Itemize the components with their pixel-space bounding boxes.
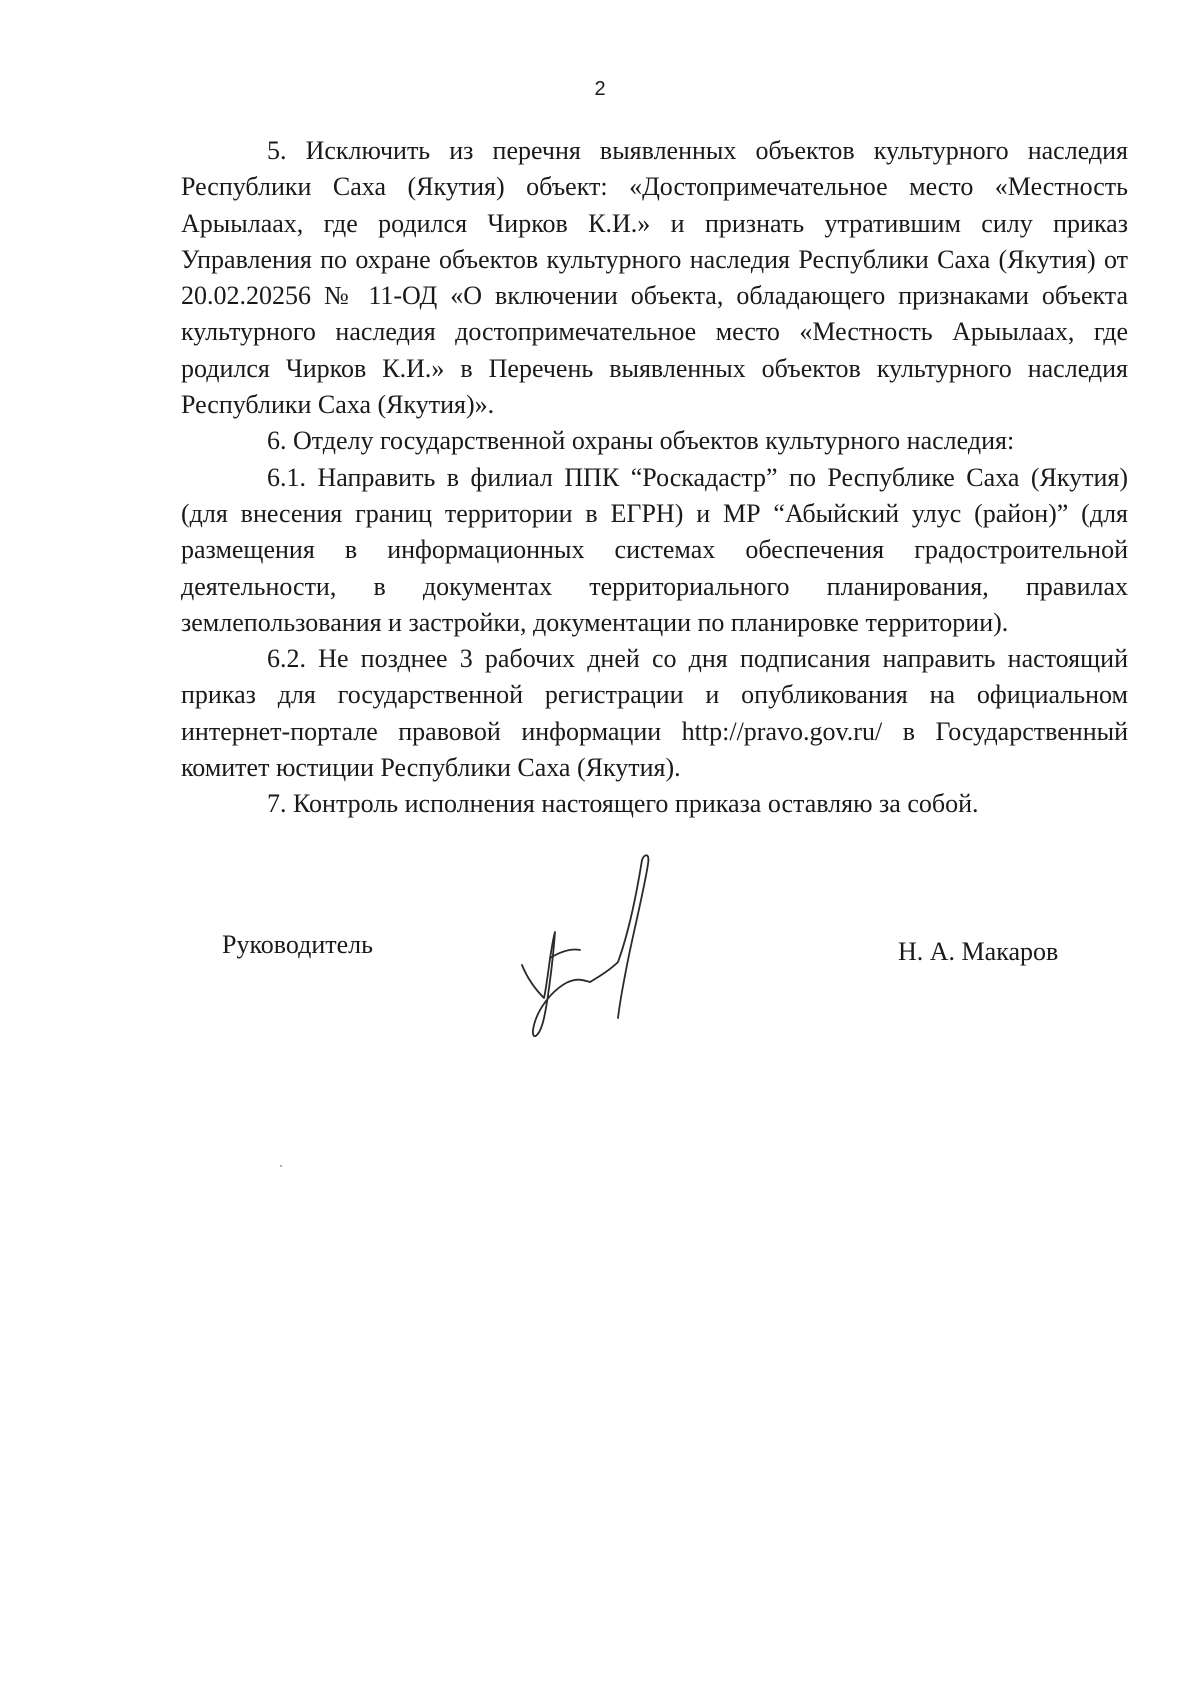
- signatory-title: Руководитель: [222, 930, 373, 959]
- signatory-name: Н. А. Макаров: [898, 937, 1059, 966]
- page-number: 2: [594, 78, 606, 100]
- paragraph-item-6: 6. Отделу государственной охраны объектов культурного наследия:: [267, 426, 1015, 456]
- document-body: [181, 133, 1128, 823]
- signature-block: [0, 850, 1200, 1050]
- paragraph-item-7: 7. Контроль исполнения настоящего приказа оставляю за собой.: [267, 789, 979, 819]
- paragraph-item-6-2: 6.2. Не позднее 3 рабочих дней со дня подписания направить настоящий приказ для государственной регистрации и опубликования на официальном интернет-портале правовой информации http://pravo.gov.ru/ в Государственный комитет юстиции Республики Саха (Якутия).: [181, 644, 1128, 783]
- scan-speck: [280, 1165, 282, 1167]
- paragraph-item-5: 5. Исключить из перечня выявленных объектов культурного наследия Республики Саха (Якутия) объект: «Достопримечательное место «Местность Арыылаах, где родился Чирков К.И.» и признать утратившим силу приказ Управления по охране объектов культурного наследия Республики Саха (Якутия) от 20.02.20256 № 11-ОД «О включении объекта, обладающего признаками объекта культурного наследия достопримечательное место «Местность Арыылаах, где родился Чирков К.И.» в Перечень выявленных объектов культурного наследия Республики Саха (Якутия)».: [181, 136, 1128, 420]
- paragraph-item-6-1: 6.1. Направить в филиал ППК “Роскадастр” по Республике Саха (Якутия) (для внесения границ территории в ЕГРН) и МР “Абыйский улус (район)” (для размещения в информационных системах обеспечения градостроительной деятельности, в документах территориального планирования, правилах землепользования и застройки, документации по планировке территории).: [181, 462, 1128, 637]
- handwritten-signature: [510, 850, 680, 1050]
